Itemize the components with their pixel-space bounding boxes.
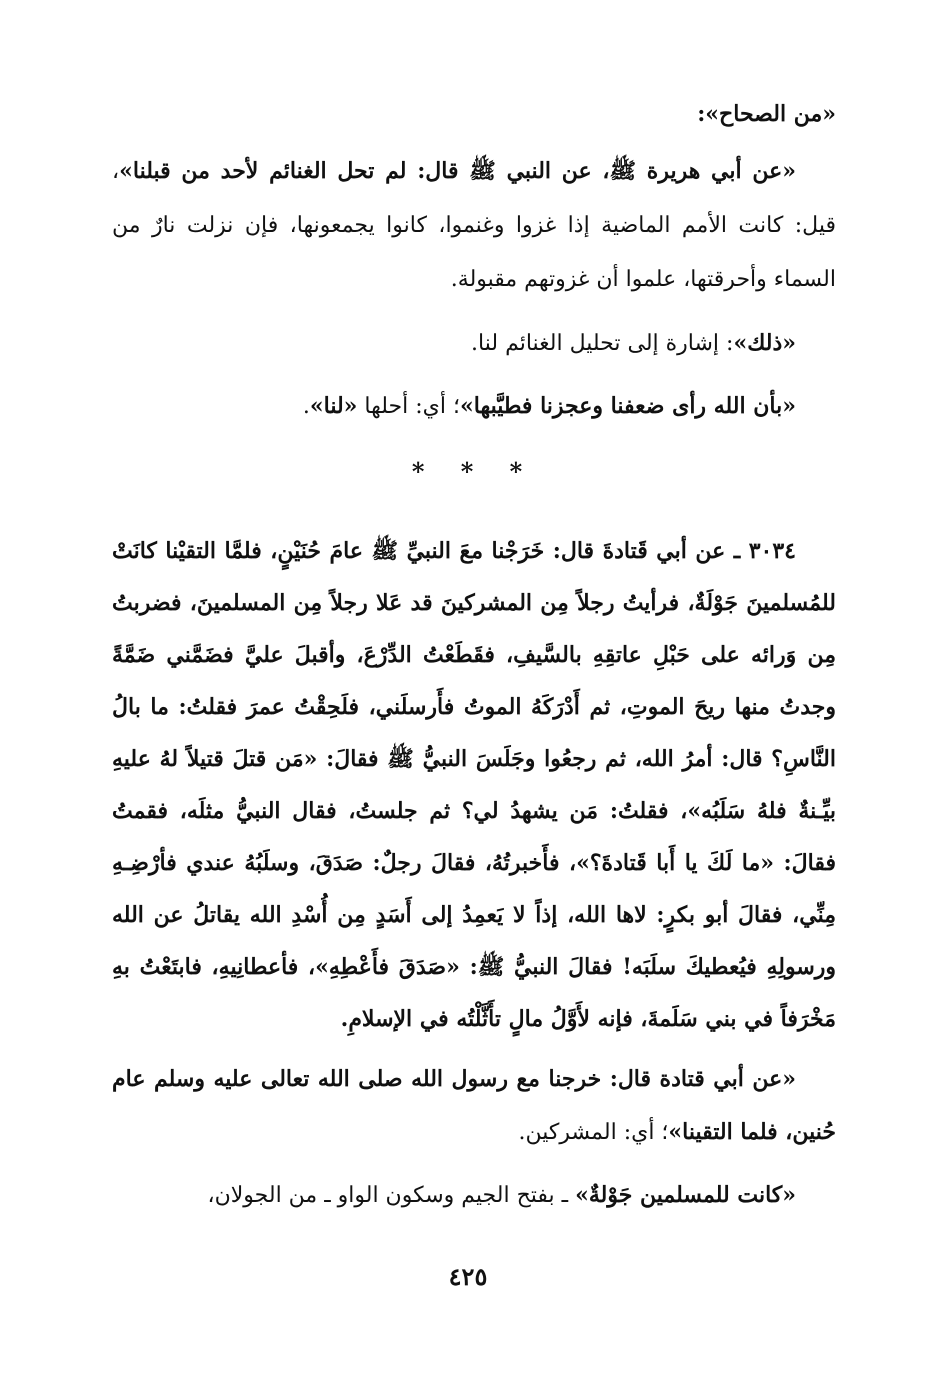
quoted-text: «لنا»	[309, 393, 358, 419]
commentary-paragraph-4	[112, 1053, 836, 1159]
commentary-paragraph-1	[112, 144, 836, 307]
commentary-text: ـ بفتح الجيم وسكون الواو ـ من الجولان،	[207, 1183, 576, 1208]
quoted-text: «ذلك»	[733, 330, 796, 356]
hadith-text: ٣٠٣٤ ـ عن أبي قَتادةَ قال: خَرَجْنا معَ النبيِّ ﷺ عامَ حُنَيْنٍ، فلمَّا التقيْنا كانَتْ للمُسلمينَ جَوْلَةٌ، فرأيتُ رجلاً مِن المشركينَ قد عَلا رجلاً مِن المسلمينَ، فضربتُ مِن وَرائه على حَبْلِ عاتقِهِ بالسَّيفِ، فقَطَعْتُ الدِّرْعَ، وأقبلَ عليَّ فضَمَّني ضَمَّةً وجدتُ منها ريحَ الموتِ، ثم أَدْرَكَهُ الموتُ فأَرسلَني، فلَحِقْتُ عمرَ فقلتُ: ما بالُ النَّاسِ؟ قال: أمرُ الله، ثم رجعُوا وجَلَسَ النبيُّ ﷺ فقالَ: «مَن قتلَ قتيلاً لهُ عليهِ بيِّـنةٌ فلهُ سَلَبُه»، فقلتُ: مَن يشهدُ لي؟ ثم جلستُ، فقال النبيُّ مثلَه، فقمتُ فقالَ: «ما لَكَ يا أَبا قَتادةَ؟»، فأَخبرتُهُ، فقالَ رجلٌ: صَدَقَ، وسلَبُهُ عندي فأرْضِـهِ مِنِّي، فقالَ أبو بكرٍ: لاها الله، إذاً لا يَعمِدُ إلى أَسَدٍ مِن أُسْدِ الله يقاتلُ عن الله ورسولِهِ فيُعطيكَ سلَبَه! فقالَ النبيُّ ﷺ: «صَدَقَ فأَعْطِهِ»، فأعطانِيهِ، فابتَعْتُ بهِ مَخْرَفاً في بني سَلَمةَ، فإنه لأَوَّلُ مالٍ تأَثَّلْتُه في الإسلامِ.	[112, 538, 836, 1032]
quoted-text: «بأن الله رأى ضعفنا وعجزنا فطيَّبها»	[460, 393, 796, 419]
commentary-text: ، قيل: كانت الأمم الماضية إذا غزوا وغنموا، كانوا يجمعونها، فإن نزلت نارٌ من السماء وأحرقتها، علموا أن غزوتهم مقبولة.	[112, 159, 836, 292]
quoted-text: «كانت للمسلمين جَوْلةٌ»	[575, 1182, 796, 1208]
page-body	[112, 92, 836, 1232]
commentary-paragraph-5	[112, 1169, 836, 1222]
commentary-text: ؛ أي: المشركين.	[518, 1120, 669, 1145]
commentary-paragraph-2	[112, 317, 836, 370]
commentary-paragraph-3	[112, 380, 836, 433]
quoted-text: «عن أبي قتادة قال: خرجنا مع رسول الله صلى الله تعالى عليه وسلم عام حُنين، فلما التقينا»	[112, 1066, 836, 1145]
commentary-text: : إشارة إلى تحليل الغنائم لنا.	[471, 331, 734, 356]
section-separator: * * *	[411, 457, 537, 486]
section-heading: «من الصحاح»:	[697, 101, 836, 127]
page-number: ٤٢٥	[448, 1262, 488, 1291]
commentary-text: .	[302, 394, 310, 419]
commentary-text: ؛ أي: أحلها	[357, 394, 460, 419]
quoted-text: «عن أبي هريرة ﷺ، عن النبي ﷺ قال: لم تحل الغنائم لأحد من قبلنا»	[119, 158, 796, 184]
